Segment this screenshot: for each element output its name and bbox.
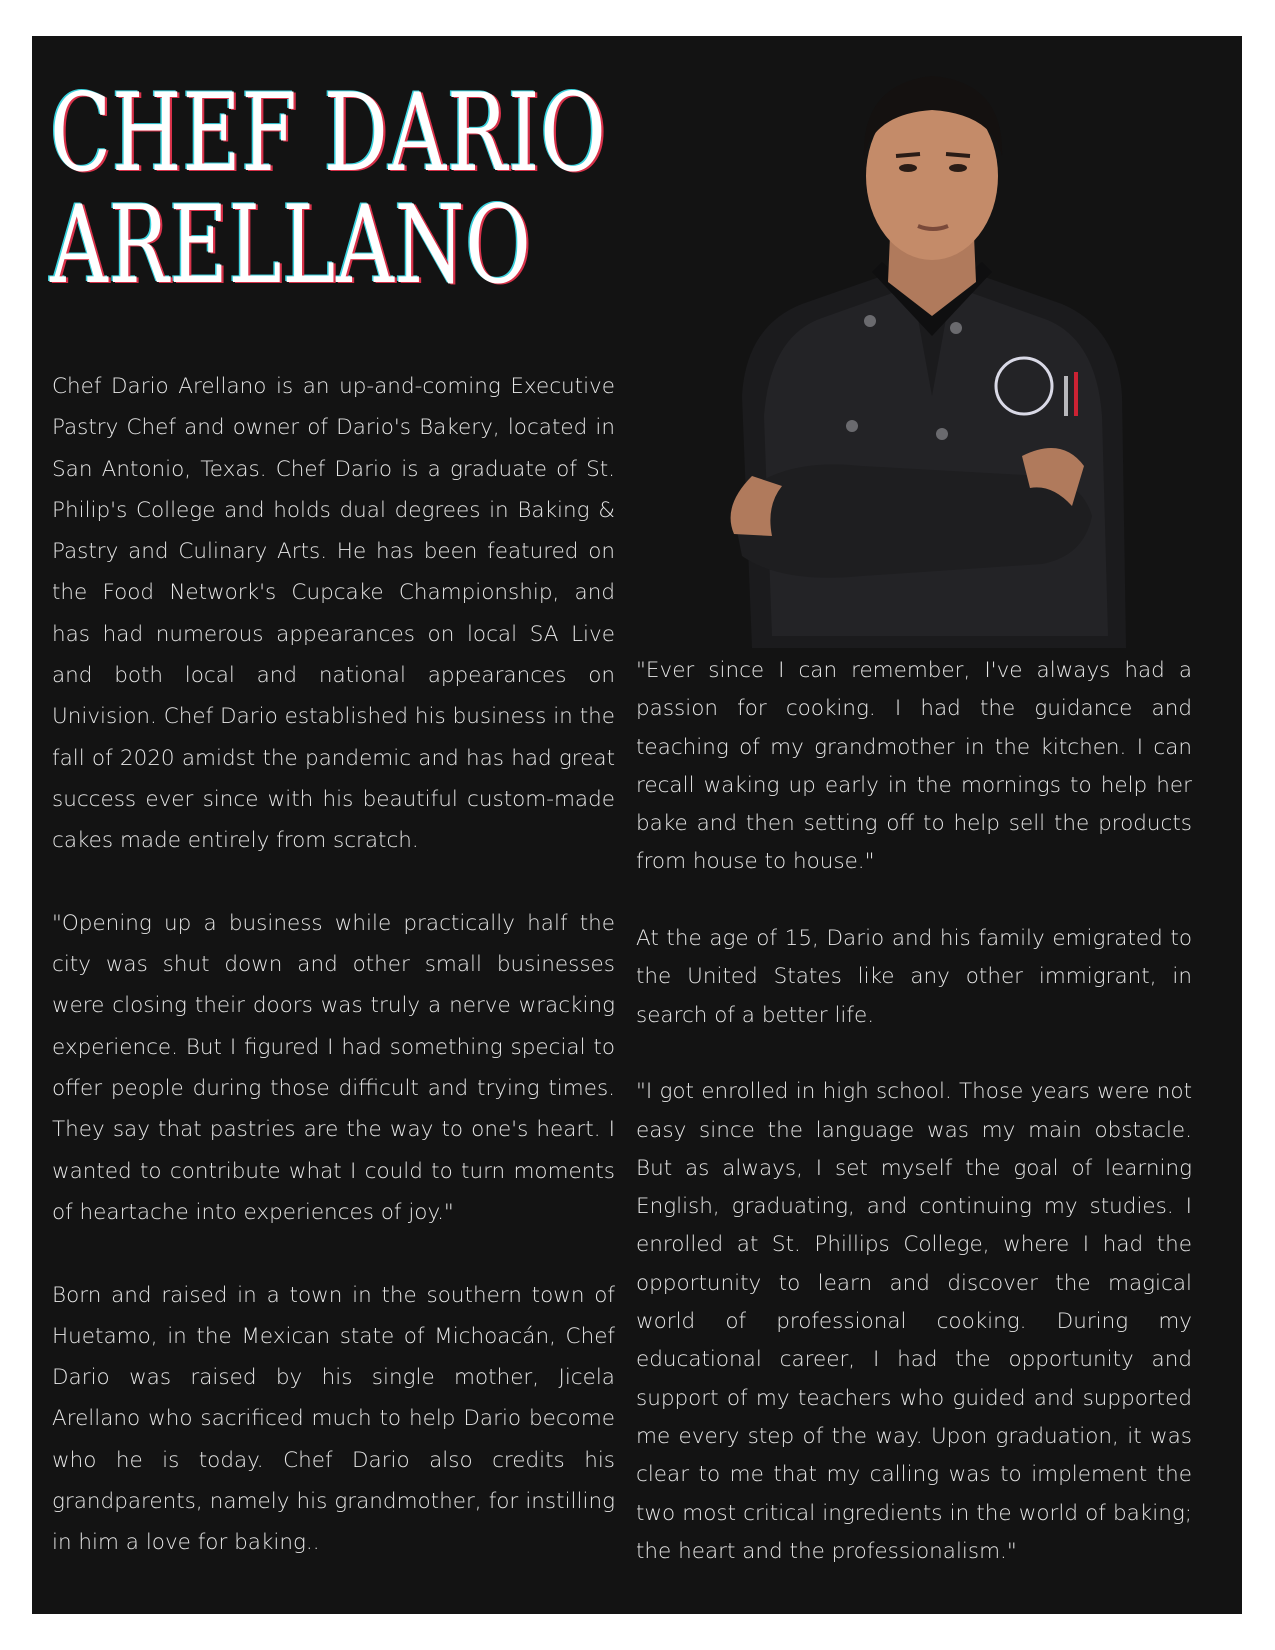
bio-paragraph-quote-business: "Opening up a business while practically half the city was shut down and other small businesses were closing their doors was truly a nerve wracking experience. But I figured I had something special to offer people during those difficult and trying times. They say that pastries are the way to one's heart. I wanted to contribute what I could to turn moments of heartache into experiences of joy." (52, 910, 615, 1225)
bio-paragraph-quote-childhood: "Ever since I can remember, I've always had a passion for cooking. I had the guidance and teaching of my grandmother in the kitchen. I can recall waking up early in the mornings to help her bake and then setting off to help sell the products from house to house." (636, 658, 1192, 875)
right-column (636, 652, 1192, 1571)
article-panel (32, 36, 1242, 1614)
bio-paragraph-emigration: At the age of 15, Dario and his family emigrated to the United States like any other immigrant, in search of a better life. (636, 926, 1192, 1028)
chef-portrait-photo (712, 36, 1152, 648)
title-line-2: ARELLANO (50, 183, 532, 308)
bio-paragraph-quote-education: "I got enrolled in high school. Those years were not easy since the language was my main obstacle. But as always, I set myself the goal of learning English, graduating, and continuing my studies. I enrolled at St. Phillips College, where I had the opportunity to learn and discover the magical world of professional cooking. During my educational career, I had the opportunity and support of my teachers who guided and supported me every step of the way. Upon graduation, it was clear to me that my calling was to implement the two most critical ingredients in the world of baking; the heart and the professionalism." (636, 1079, 1192, 1564)
left-column (52, 366, 615, 1564)
page-title (50, 71, 607, 308)
title-line-1: CHEF DARIO (50, 71, 607, 196)
bio-paragraph-upbringing: Born and raised in a town in the southern town of Huetamo, in the Mexican state of Michoacán, Chef Dario was raised by his single mother, Jicela Arellano who sacrificed much to help Dario become who he is today. Chef Dario also credits his grandparents, namely his grandmother, for instilling in him a love for baking.. (52, 1282, 615, 1556)
bio-paragraph-intro: Chef Dario Arellano is an up-and-coming Executive Pastry Chef and owner of Dario's Bakery, located in San Antonio, Texas. Chef Dario is a graduate of St. Philip's College and holds dual degrees in Baking & Pastry and Culinary Arts. He has been featured on the Food Network's Cupcake Championship, and has had numerous appearances on local SA Live and both local and national appearances on Univision. Chef Dario established his business in the fall of 2020 amidst the pandemic and has had great success ever since with his beautiful custom-made cakes made entirely from scratch. (52, 374, 615, 854)
